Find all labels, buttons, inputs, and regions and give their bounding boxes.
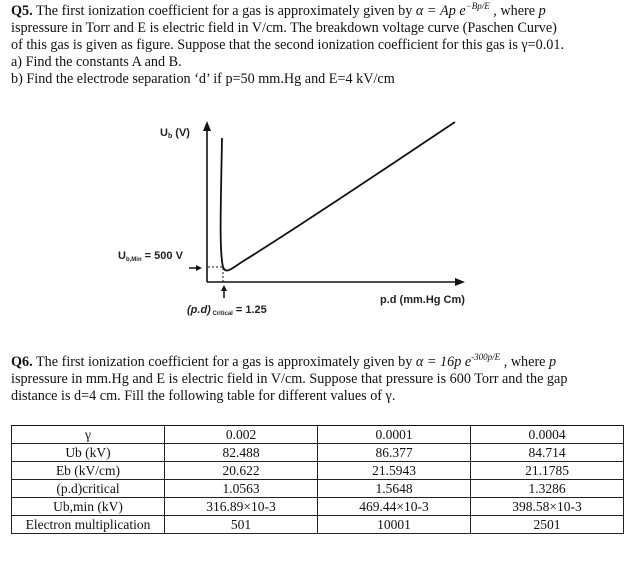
table-cell: 82.488	[165, 444, 318, 462]
q6-intro: The first ionization coefficient for a gas is approximately given by	[35, 354, 413, 370]
q6-formula	[416, 354, 500, 370]
q5-formula-exponent: −Bp/E	[465, 1, 490, 11]
ub-min-label: Ub,Min = 500 V	[118, 250, 183, 263]
q5-formula-lhs: α = Ap e	[415, 3, 466, 19]
table-cell: 1.0563	[165, 480, 318, 498]
q5-line-3: of this gas is given as figure. Suppose that the second ionization coefficient for this gas is γ=0.01.	[11, 37, 565, 53]
y-axis-arrow	[203, 121, 211, 131]
table-cell: 501	[165, 516, 318, 534]
q5-part-b: b) Find the electrode separation ‘d’ if p=50 mm.Hg and E=4 kV/cm	[11, 71, 395, 87]
table-cell: 20.622	[165, 462, 318, 480]
q6-intro-end: , where	[503, 354, 546, 370]
pd-critical-pointer-head	[221, 285, 227, 291]
table-row-ub	[12, 444, 624, 462]
table-cell: 10001	[318, 516, 471, 534]
q5-part-a: a) Find the constants A and B.	[11, 54, 182, 70]
table-cell: 84.714	[471, 444, 624, 462]
table-cell: 0.002	[165, 426, 318, 444]
table-cell: 1.3286	[471, 480, 624, 498]
pd-critical-label: (p.d) Critical = 1.25	[187, 304, 267, 317]
q5-p-symbol: p	[538, 3, 546, 19]
table-row-eb	[12, 462, 624, 480]
row-label-eb: Eb (kV/cm)	[12, 462, 165, 480]
table-row-gamma	[12, 426, 624, 444]
q6-number: Q6.	[11, 354, 33, 370]
q6-formula-exponent: -300p/E	[471, 352, 501, 362]
x-axis-arrow	[455, 278, 465, 286]
row-label-pd-critical: (p.d)critical	[12, 480, 165, 498]
table-cell: 469.44×10-3	[318, 498, 471, 516]
row-label-ub-min: Ub,min (kV)	[12, 498, 165, 516]
table-cell: 398.58×10-3	[471, 498, 624, 516]
row-label-electron-multiplication: Electron multiplication	[12, 516, 165, 534]
q5-line-2: ispressure in Torr and E is electric field in V/cm. The breakdown voltage curve (Paschen Curve)	[11, 20, 557, 36]
table-cell: 1.5648	[318, 480, 471, 498]
y-axis-label: Ub (V)	[160, 127, 190, 140]
ub-min-pointer-head	[196, 265, 202, 271]
x-axis-label: p.d (mm.Hg Cm)	[380, 294, 465, 306]
paschen-curve	[221, 122, 455, 271]
q6-line-3: distance is d=4 cm. Fill the following table for different values of γ.	[11, 388, 396, 404]
table-row-electron-multiplication	[12, 516, 624, 534]
table-row-pd-critical	[12, 480, 624, 498]
table-row-ub-min	[12, 498, 624, 516]
q5-intro-end: , where	[493, 3, 536, 19]
table-cell: 21.1785	[471, 462, 624, 480]
table-cell: 86.377	[318, 444, 471, 462]
table-cell: 2501	[471, 516, 624, 534]
table-cell: 316.89×10-3	[165, 498, 318, 516]
q6-formula-lhs: α = 16p e	[415, 354, 472, 370]
q6-p-symbol: p	[549, 354, 557, 370]
q6-line-2: ispressure in mm.Hg and E is electric field in V/cm. Suppose that pressure is 600 Torr and the gap	[11, 371, 568, 387]
results-table	[11, 425, 624, 534]
table-cell: 0.0004	[471, 426, 624, 444]
row-label-ub: Ub (kV)	[12, 444, 165, 462]
q5-intro: The first ionization coefficient for a gas is approximately given by	[35, 3, 413, 19]
q5-number: Q5.	[11, 3, 33, 19]
row-label-gamma: γ	[12, 426, 165, 444]
table-cell: 21.5943	[318, 462, 471, 480]
table-cell: 0.0001	[318, 426, 471, 444]
q6-line-1	[11, 354, 556, 370]
